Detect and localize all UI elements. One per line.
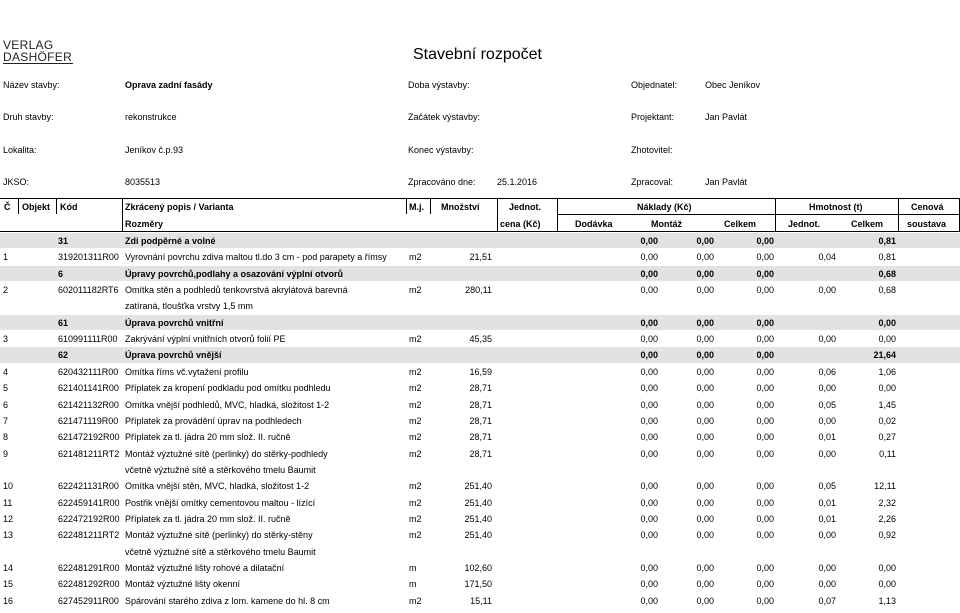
cell-cel: 0,00 [756,595,774,606]
lokalita-label: Lokalita: [3,145,37,155]
cell-mn: 251,40 [464,497,492,508]
cell-hj: 0,01 [818,432,836,443]
cell-popis: Příplatek za tl. jádra 20 mm slož. II. ručně [125,432,291,443]
cell-mj: m2 [409,334,422,345]
cell-mon: 0,00 [696,497,714,508]
cell-hj: 0,04 [818,252,836,263]
cell-dod: 0,00 [640,383,658,394]
cell-popis: Omítka říms vč.vytažení profilu [125,366,249,377]
zpracovano-label: Zpracováno dne: [408,177,476,187]
cell-mj: m2 [409,513,422,524]
cell-hcel: 0,27 [878,432,896,443]
cell-hcel: 0,68 [878,268,896,279]
cell-dod: 0,00 [640,285,658,296]
nazev-label: Název stavby: [3,80,60,90]
cell-cel: 0,00 [756,481,774,492]
logo-line-2: DASHÖFER [3,50,73,64]
col-celkem: Celkem [724,219,757,229]
cell-popis: Montáž výztužné lišty rohové a dilatační [125,563,285,573]
cell-hj: 0,01 [818,497,836,508]
header-top-rule [0,198,960,199]
cell-c: 10 [3,481,14,492]
cell-mn: 45,35 [469,334,492,345]
cell-mj: m2 [409,448,422,459]
cell-mon: 0,00 [696,448,714,459]
cell-cel: 0,00 [756,432,774,443]
druh-label: Druh stavby: [3,112,54,122]
cell-mon: 0,00 [696,350,714,361]
cell-cel: 0,00 [756,497,774,508]
cell-mon: 0,00 [696,563,714,573]
cell-kod: 621481211RT2 [58,448,120,459]
cell-hj: 0,00 [818,563,836,573]
cell-dod: 0,00 [640,350,658,361]
col-cena: cena (Kč) [500,219,541,229]
cell-cel: 0,00 [756,285,774,296]
cell-mn: 102,60 [464,563,492,573]
col-hmotnost: Hmotnost (t) [809,202,863,212]
cell-hcel: 21,64 [873,350,896,361]
zacatek-label: Začátek výstavby: [408,112,481,122]
cell-c: 2 [3,285,9,296]
cell-mn: 280,11 [465,285,492,296]
cell-mn: 28,71 [469,415,492,426]
cell-mj: m2 [409,366,422,377]
cell-c: 16 [3,595,14,606]
cell-dod: 0,00 [640,317,658,328]
cell-c: 5 [3,383,9,394]
cell-mj: m2 [409,399,422,410]
zhotovitel-label: Zhotovitel: [631,145,673,155]
cell-popis: Montáž výztužné lišty okenní [125,579,241,590]
cell-cel: 0,00 [756,317,774,328]
cell-dod: 0,00 [640,366,658,377]
cell-popis: Zdi podpěrné a volné [125,236,216,246]
cell-hcel: 1,45 [878,399,896,410]
cell-hj: 0,07 [818,595,836,606]
cell-kod: 622421131R00 [58,481,119,492]
cell-mon: 0,00 [696,334,714,345]
cell-dod: 0,00 [640,448,658,459]
cell-cel: 0,00 [756,579,774,590]
cell-hcel: 0,00 [878,317,896,328]
cell-hcel: 0,11 [879,448,896,459]
cell-hj: 0,00 [818,530,836,541]
cell-hcel: 0,00 [878,334,896,345]
cell-cel: 0,00 [756,513,774,524]
cell-popis: Úprava povrchů vnitřní [125,317,224,328]
cell-hcel: 0,81 [878,236,896,246]
cell-popis: Příplatek za tl. jádra 20 mm slož. II. ručně [125,513,291,524]
cell-mn: 251,40 [464,513,492,524]
cell-cel: 0,00 [756,334,774,345]
cell-hj: 0,00 [818,383,836,394]
col-dodavka: Dodávka [575,219,613,229]
cell-popis: Úprava povrchů vnější [125,350,222,361]
cell-popis: včetně výztužné sítě a stěrkového tmelu Baumit [125,464,316,475]
col-h-jednot: Jednot. [788,219,821,229]
cell-hj: 0,00 [818,334,836,345]
cell-kod: 602011182RT6 [58,285,119,296]
cell-dod: 0,00 [640,399,658,410]
cell-mon: 0,00 [696,481,714,492]
cell-mj: m2 [409,481,422,492]
cell-popis: včetně výztužné sítě a stěrkového tmelu Baumit [125,546,316,557]
cell-c: 3 [3,334,9,345]
col-soustava: soustava [907,219,947,229]
cell-cel: 0,00 [756,399,774,410]
cell-dod: 0,00 [640,530,658,541]
cell-mn: 171,50 [464,579,492,590]
doba-label: Doba výstavby: [408,80,470,90]
cell-cel: 0,00 [756,366,774,377]
cell-mn: 28,71 [469,448,492,459]
cell-cel: 0,00 [756,383,774,394]
cell-mj: m2 [409,285,422,296]
cell-c: 1 [3,252,9,263]
cell-c: 4 [3,366,9,377]
druh-value: rekonstrukce [125,112,177,122]
cell-cel: 0,00 [756,350,774,361]
cell-kod: 622481211RT2 [58,530,120,541]
cell-kod: 627452911R00 [58,595,119,606]
objednatel-value: Obec Jeníkov [705,80,761,90]
col-rozmery: Rozměry [125,219,164,229]
cell-dod: 0,00 [640,595,658,606]
cell-c: 13 [3,530,14,541]
cell-kod: 621472192R00 [58,432,120,443]
cell-popis: Omítka vnější stěn, MVC, hladká, složitost 1-2 [125,481,310,492]
cell-mon: 0,00 [696,366,714,377]
cell-c: 15 [3,579,14,590]
cell-dod: 0,00 [640,432,658,443]
cell-c: 6 [3,399,9,410]
cell-mn: 28,71 [469,383,492,394]
cell-cel: 0,00 [756,236,774,246]
cell-popis: Postřik vnější omítky cementovou maltou - lízící [125,497,316,508]
cell-dod: 0,00 [640,497,658,508]
cell-cel: 0,00 [756,415,774,426]
cell-hcel: 1,13 [878,595,896,606]
cell-mj: m2 [409,383,422,394]
cell-kod: 610991111R00 [58,334,118,345]
cell-hj: 0,00 [818,448,836,459]
cell-popis: Úpravy povrchů,podlahy a osazování výplní otvorů [125,268,344,279]
cell-cel: 0,00 [756,563,774,573]
col-popis: Zkrácený popis / Varianta [125,202,234,212]
cell-kod: 620432111R00 [58,366,119,377]
cell-mon: 0,00 [696,530,714,541]
cell-popis: Omítka vnější podhledů, MVC, hladká, složitost 1-2 [125,399,330,410]
cell-dod: 0,00 [640,563,658,573]
cell-mj: m2 [409,432,422,443]
projektant-label: Projektant: [631,112,675,122]
cell-mon: 0,00 [696,317,714,328]
cell-mn: 16,59 [469,366,492,377]
cell-kod: 621421132R00 [58,399,119,410]
col-cenova: Cenová [911,202,944,212]
cell-popis: Příplatek za provádění úprav na podhledech [125,415,302,426]
cell-kod: 319201311R00 [58,252,119,263]
cell-mon: 0,00 [696,579,714,590]
cell-c: 14 [3,563,14,573]
cell-mon: 0,00 [696,285,714,296]
cell-popis: Příplatek za kropení podkladu pod omítku podhledu [125,383,331,394]
cell-popis: Montáž výztužné sítě (perlinky) do stěrky-podhledy [125,448,328,459]
cell-hcel: 0,00 [878,579,896,590]
cell-c: 7 [3,415,9,426]
cell-mon: 0,00 [696,252,714,263]
cell-popis: zatíraná, tloušťka vrstvy 1,5 mm [125,301,253,312]
cell-mj: m2 [409,530,422,541]
cell-hcel: 0,68 [878,285,896,296]
cell-mon: 0,00 [696,268,714,279]
col-naklady: Náklady (Kč) [637,202,692,212]
konec-label: Konec výstavby: [408,145,474,155]
cell-mon: 0,00 [696,236,714,246]
cell-popis: Zakrývání výplní vnitřních otvorů folií PE [125,334,286,345]
cell-hj: 0,06 [818,366,836,377]
cell-kod: 622459141R00 [58,497,120,508]
cell-popis: Omítka stěn a podhledů tenkovrstvá akrylátová barevná [125,285,348,296]
col-objekt: Objekt [22,202,51,212]
cell-mj: m2 [409,497,422,508]
cell-hcel: 0,81 [878,252,896,263]
cell-hcel: 2,32 [878,497,896,508]
cell-kod: 622472192R00 [58,513,120,524]
lokalita-value: Jeníkov č.p.93 [125,145,184,155]
col-h-celkem: Celkem [851,219,884,229]
header-bottom-rule [0,231,960,232]
col-mj: M.j. [409,202,424,212]
cell-mj: m2 [409,415,422,426]
jkso-value: 8035513 [125,177,161,187]
cell-mon: 0,00 [696,415,714,426]
nazev-value: Oprava zadní fasády [125,80,213,90]
objednatel-label: Objednatel: [631,80,678,90]
logo-line-1: VERLAG [3,38,54,52]
cell-kod: 621401141R00 [58,383,119,394]
cell-kod: 31 [58,236,69,246]
cell-kod: 62 [58,350,69,361]
cell-popis: Vyrovnání povrchu zdiva maltou tl.do 3 cm - pod parapety a římsy [125,252,387,263]
cell-c: 8 [3,432,9,443]
cell-popis: Montáž výztužné sítě (perlinky) do stěrky-stěny [125,530,313,541]
cell-dod: 0,00 [640,236,658,246]
cell-hcel: 0,00 [878,563,896,573]
cell-mn: 15,11 [470,595,492,606]
cell-cel: 0,00 [756,530,774,541]
cell-mn: 21,51 [469,252,492,263]
cell-mn: 28,71 [469,432,492,443]
cell-mj: m2 [409,252,422,263]
cell-hj: 0,05 [818,481,836,492]
cell-cel: 0,00 [756,448,774,459]
col-kod: Kód [60,202,78,212]
cell-mon: 0,00 [696,432,714,443]
col-c: Č [4,202,11,212]
cell-mn: 251,40 [464,481,492,492]
zpracovano-value: 25.1.2016 [497,177,538,187]
page-title: Stavební rozpočet [413,46,542,63]
cell-mj: m [409,563,417,573]
cell-dod: 0,00 [640,415,658,426]
cell-c: 11 [3,497,13,508]
jkso-label: JKSO: [3,177,30,187]
cell-mon: 0,00 [696,595,714,606]
cell-dod: 0,00 [640,513,658,524]
cell-hj: 0,00 [818,579,836,590]
cell-dod: 0,00 [640,252,658,263]
cell-cel: 0,00 [756,268,774,279]
cell-hcel: 12,11 [874,481,896,492]
cell-kod: 622481291R00 [58,563,120,573]
cell-popis: Spárování starého zdiva z lom. kamene do hl. 8 cm [125,595,330,606]
zpracoval-label: Zpracoval: [631,177,674,187]
cell-hcel: 0,02 [878,415,896,426]
cell-mon: 0,00 [696,399,714,410]
cell-hcel: 0,00 [878,383,896,394]
cell-mon: 0,00 [696,513,714,524]
verlag-dashofer-logo [3,38,71,64]
cell-dod: 0,00 [640,334,658,345]
projektant-value: Jan Pavlát [705,112,748,122]
cell-mn: 28,71 [469,399,492,410]
cell-dod: 0,00 [640,481,658,492]
cell-hj: 0,05 [818,399,836,410]
logo-underline [3,63,73,64]
cell-hj: 0,01 [818,513,836,524]
cell-cel: 0,00 [756,252,774,263]
cell-c: 9 [3,448,9,459]
cell-hj: 0,00 [818,285,836,296]
cell-kod: 6 [58,268,64,279]
cell-mj: m [409,579,417,590]
cell-hj: 0,00 [818,415,836,426]
col-jednot: Jednot. [509,202,542,212]
cell-dod: 0,00 [640,268,658,279]
cell-hcel: 0,92 [878,530,896,541]
cell-mj: m2 [409,595,422,606]
zpracoval-value: Jan Pavlát [705,177,748,187]
cell-c: 12 [3,513,14,524]
cell-mon: 0,00 [696,383,714,394]
cell-kod: 61 [58,317,69,328]
col-montaz: Montáž [651,219,682,229]
cell-hcel: 1,06 [878,366,896,377]
cell-kod: 622481292R00 [58,579,120,590]
cell-kod: 621471119R00 [58,415,119,426]
cell-dod: 0,00 [640,579,658,590]
cell-mn: 251,40 [464,530,492,541]
cell-hcel: 2,26 [878,513,896,524]
col-mnozstvi: Množství [441,202,480,212]
